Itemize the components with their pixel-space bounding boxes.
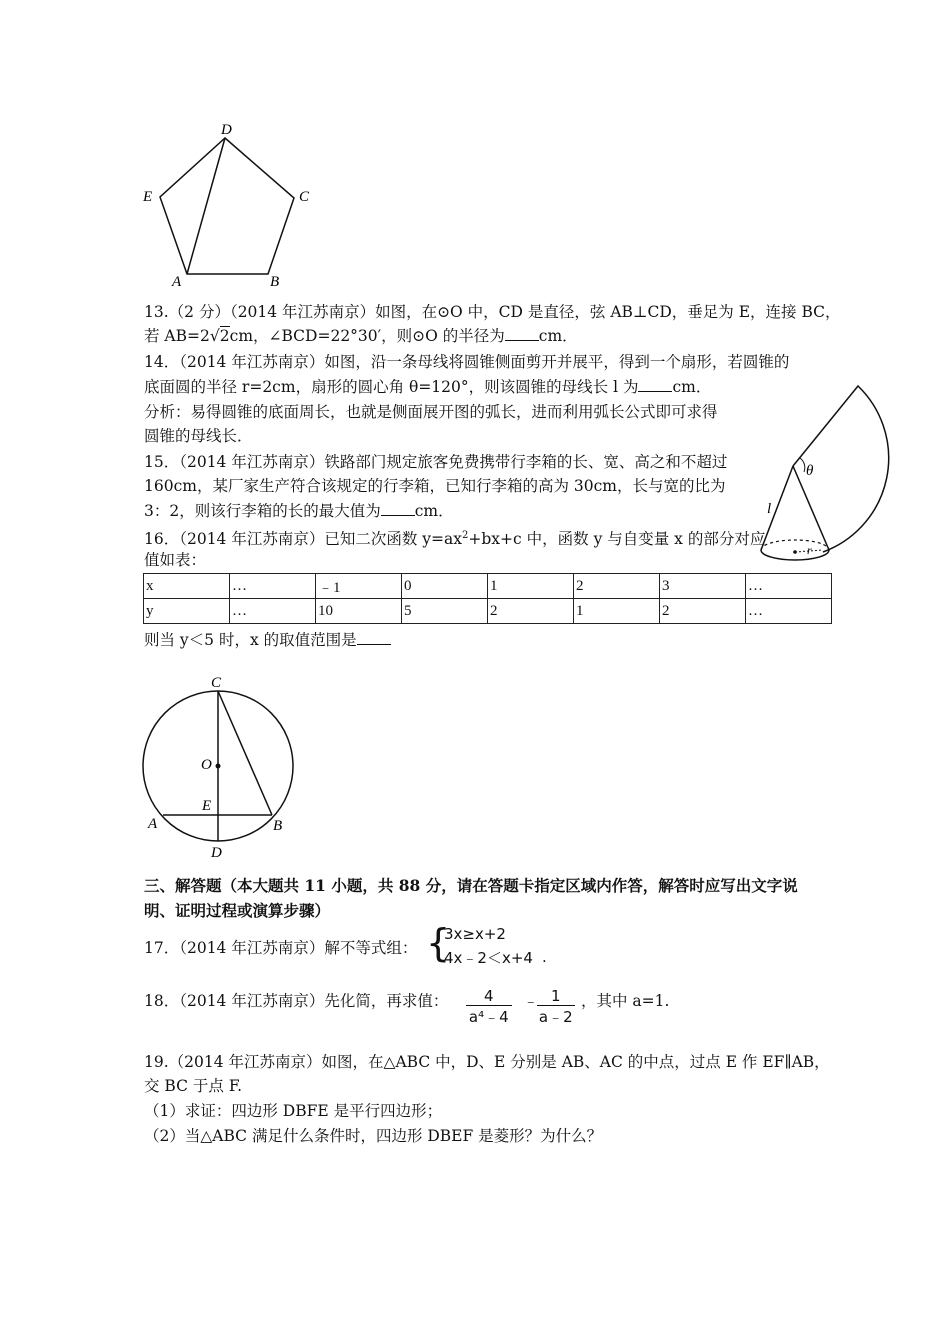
table-cell: 1 [488, 574, 574, 599]
q18-fraction-1 [466, 987, 512, 1027]
q16-exponent: 2 [462, 530, 469, 541]
q14-analysis-line1: 分析：易得圆锥的底面周长，也就是侧面展开图的弧长，进而利用弧长公式即可求得 [144, 403, 718, 421]
circle-label-a: A [148, 816, 158, 832]
table-cell: x [144, 574, 230, 599]
circle-label-o: O [201, 757, 212, 773]
q16-line1 [144, 524, 765, 551]
q15-answer-blank [381, 501, 415, 516]
q18-fraction-1-numerator: 4 [466, 987, 512, 1006]
q18-fraction-2 [537, 987, 575, 1027]
q17-text: 17．（2014 年江苏南京）解不等式组： [144, 939, 418, 957]
q19-line1: 19.（2014 年江苏南京）如图，在△ABC 中，D、E 分别是 AB、AC 的中点，过点 E 作 EF∥AB， [144, 1053, 830, 1071]
q16-value-table [143, 573, 832, 624]
table-row [144, 599, 832, 624]
table-cell: 2 [488, 599, 574, 624]
section3-heading-line2: 明、证明过程或演算步骤） [144, 901, 331, 920]
circle-label-b: B [273, 818, 283, 834]
cone-base-back [761, 540, 829, 550]
q14-analysis-line2: 圆锥的母线长． [144, 427, 253, 445]
table-cell: y [144, 599, 230, 624]
theta-arc [800, 458, 805, 472]
q16-answer-blank [357, 630, 391, 645]
cone-figure [755, 382, 915, 577]
q18-fraction-1-denominator: a⁴﹣4 [468, 1008, 509, 1026]
pentagon-label-b: B [270, 274, 280, 290]
pentagon-label-c: C [299, 189, 310, 205]
center-point [216, 764, 221, 769]
table-cell: 10 [316, 599, 402, 624]
q13-line2-a: 若 AB=2 [144, 327, 210, 345]
sqrt-symbol: √ [209, 327, 220, 345]
table-cell: … [230, 574, 316, 599]
q18-text: 18．（2014 年江苏南京）先化简，再求值： [144, 992, 449, 1010]
table-cell: 0 [402, 574, 488, 599]
pentagon-label-a: A [172, 274, 182, 290]
q15-line3-b: cm． [414, 502, 454, 520]
q18-minus: ﹣ [523, 992, 539, 1010]
q13-answer-blank [505, 326, 539, 341]
q17-inequality-1: 3x≥x+2 [444, 925, 506, 943]
q16-line1-a: 16．（2014 年江苏南京）已知二次函数 y=ax [144, 530, 463, 549]
q15-line3-a: 3：2，则该行李箱的长的最大值为 [144, 502, 381, 520]
q14-line2-b: cm． [672, 378, 712, 396]
q19-sub1: （1）求证：四边形 DBFE 是平行四边形； [144, 1102, 443, 1120]
q14-line2 [144, 375, 711, 399]
table-cell: ﹣1 [316, 574, 402, 599]
q13-sqrt-radicand: 2 [219, 327, 230, 345]
pentagon-label-d: D [221, 122, 232, 138]
q13-line2 [144, 324, 578, 348]
cone-label-r: r [807, 543, 812, 557]
q13-line2-d: cm． [538, 327, 578, 345]
cone-base-center [793, 550, 797, 554]
cone-label-l: l [767, 501, 772, 517]
cone-slant-left [761, 466, 793, 550]
q14-answer-blank [638, 377, 672, 392]
pentagon-outline [160, 138, 294, 274]
table-cell: 3 [660, 574, 746, 599]
table-row [144, 574, 832, 599]
pentagon-label-e: E [143, 189, 153, 205]
q19-sub2: （2）当△ABC 满足什么条件时，四边形 DBEF 是菱形？为什么？ [144, 1127, 603, 1145]
q14-line2-a: 底面圆的半径 r=2cm，扇形的圆心角 θ=120°，则该圆锥的母线长 l 为 [144, 378, 639, 396]
q15-line1: 15．（2014 年江苏南京）铁路部门规定旅客免费携带行李箱的长、宽、高之和不超过 [144, 453, 728, 471]
table-cell: 5 [402, 599, 488, 624]
q19-line2: 交 BC 于点 F. [144, 1077, 243, 1095]
table-cell: … [746, 574, 832, 599]
pentagon-diagonal-da [187, 138, 225, 274]
q14-line1: 14．（2014 年江苏南京）如图，沿一条母线将圆锥侧面剪开并展平，得到一个扇形，若圆锥的 [144, 353, 790, 371]
circle-figure [138, 668, 308, 863]
q18-fraction-2-denominator: a﹣2 [538, 1008, 573, 1026]
cone-label-theta: θ [806, 463, 814, 479]
q15-line2: 160cm，某厂家生产符合该规定的行李箱，已知行李箱的高为 30cm，长与宽的比为 [144, 477, 726, 495]
section3-heading-line1: 三、解答题（本大题共 11 小题，共 88 分，请在答题卡指定区域内作答，解答时应写出文字说 [144, 876, 798, 895]
pentagon-figure [130, 118, 330, 293]
table-cell: … [746, 599, 832, 624]
table-cell: 1 [574, 599, 660, 624]
q17-inequality-2: 4x﹣2＜x+4 [444, 949, 533, 967]
q13-line1: 13.（2 分）（2014 年江苏南京）如图，在⊙O 中，CD 是直径，弦 AB⊥CD，垂足为 E，连接 BC， [144, 303, 841, 321]
q18-tail: ，其中 a=1. [581, 992, 670, 1010]
q16-line1-b: +bx+c 中，函数 y 与自变量 x 的部分对应 [468, 530, 766, 549]
segment-cb [218, 691, 272, 815]
table-cell: 2 [574, 574, 660, 599]
q15-line3 [144, 499, 454, 523]
table-cell: 2 [660, 599, 746, 624]
circle-label-e: E [202, 798, 212, 814]
left-brace: { [426, 921, 451, 965]
table-cell: … [230, 599, 316, 624]
q17-end-period: . [542, 948, 547, 966]
q13-line2-c: cm，∠BCD=22°30′，则⊙O 的半径为 [229, 327, 505, 345]
q16-after-line [144, 628, 391, 652]
circle-label-c: C [211, 675, 222, 691]
q18-fraction-2-numerator: 1 [537, 987, 575, 1006]
q16-after-text: 则当 y＜5 时，x 的取值范围是 [144, 631, 357, 649]
q16-line2: 值如表： [144, 551, 207, 569]
circle-label-d: D [211, 845, 222, 861]
